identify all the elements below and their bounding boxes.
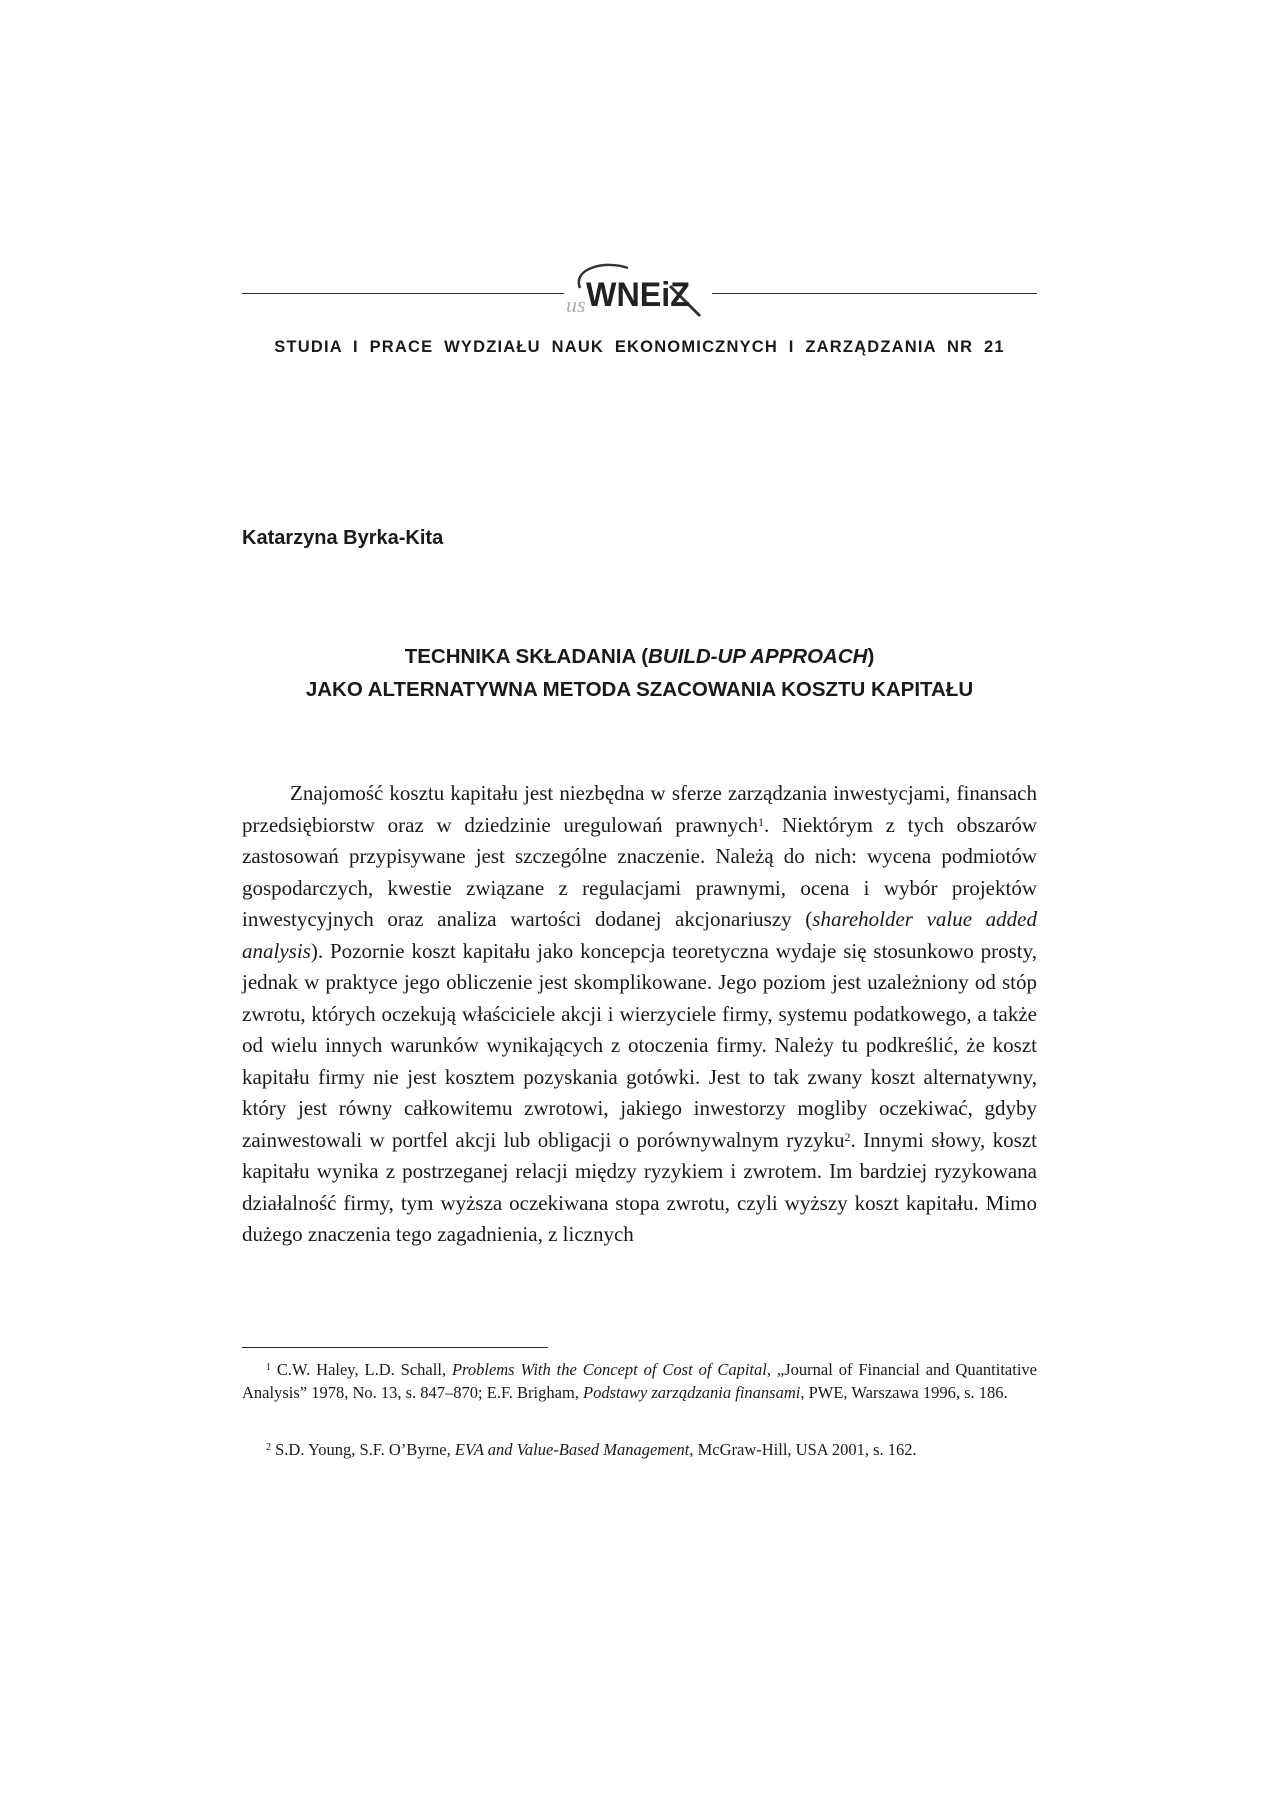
footnote-1: $^1$ C.W. Haley, L.D. Schall, Problems With the Concept of Cost of Capital, „Journal of Financial and Quantitative Analysis” 1978, No. 13, s. 847–870; E.F. Brigham, Podstawy zarządzania finansami, PWE, Warszawa 1996, s. 186. — [242, 1360, 1037, 1402]
title-line-1: TECHNIKA SKŁADANIA (BUILD-UP APPROACH) — [404, 645, 875, 668]
title-line-2: JAKO ALTERNATYWNA METODA SZACOWANIA KOSZTU KAPITAŁU — [305, 678, 974, 701]
header-rule-left — [242, 293, 564, 294]
article-title — [242, 640, 1037, 706]
footnote-ref-1[interactable]: 1 — [758, 814, 764, 829]
header-rule-right — [712, 293, 1037, 294]
logo-text: WNEiZ — [586, 276, 690, 314]
title-emphasis: BUILD-UP APPROACH — [648, 645, 868, 668]
author-name: Katarzyna Byrka-Kita — [242, 527, 444, 549]
logo-prefix: us — [566, 292, 586, 317]
footnote-ref-2[interactable]: 2 — [844, 1129, 851, 1144]
journal-title: STUDIA I PRACE WYDZIAŁU NAUK EKONOMICZNYCH I ZARZĄDZANIA NR 21 — [274, 338, 1005, 356]
footnote-separator — [242, 1347, 548, 1348]
wneiz-logo — [566, 258, 710, 322]
footnote-2: $^2$ S.D. Young, S.F. O’Byrne, EVA and Value-Based Management, McGraw-Hill, USA 2001, s. 162. — [266, 1440, 917, 1459]
body-paragraph: Znajomość kosztu kapitału jest niezbędna w sferze zarządzania inwestycjami, finansach przedsiębiorstw oraz w dziedzinie uregulowań prawnych$^1$. Niektórym z tych obszarów zastosowań przypisywane jest szczególne znaczenie. Należą do nich: wycena podmiotów gospodarczych, kwestie związane z regulacjami prawnymi, ocena i wybór projektów inwestycyjnych oraz analiza wartości dodanej akcjonariuszy (shareholder value added analysis). Pozornie koszt kapitału jako koncepcja teoretyczna wydaje się stosunkowo prosty, jednak w praktyce jego obliczenie jest skomplikowane. Jego poziom jest uzależniony od stóp zwrotu, których oczekują właściciele akcji i wierzyciele firmy, systemu podatkowego, a także od wielu innych warunków wynikających z otoczenia firmy. Należy tu podkreślić, że koszt kapitału firmy nie jest kosztem pozyskania gotówki. Jest to tak zwany koszt alternatywny, który jest równy całkowitemu zwrotowi, jakiego inwestorzy mogliby oczekiwać, gdyby zainwestowali w portfel akcji lub obligacji o porównywalnym ryzyku$^2$. Innymi słowy, koszt kapitału wynika z postrzeganej relacji między ryzykiem i zwrotem. Im bardziej ryzykowana działalność firmy, tym wyższa oczekiwana stopa zwrotu, czyli wyższy koszt kapitału. Mimo dużego znaczenia tego zagadnienia, z licznych — [242, 781, 1037, 1246]
